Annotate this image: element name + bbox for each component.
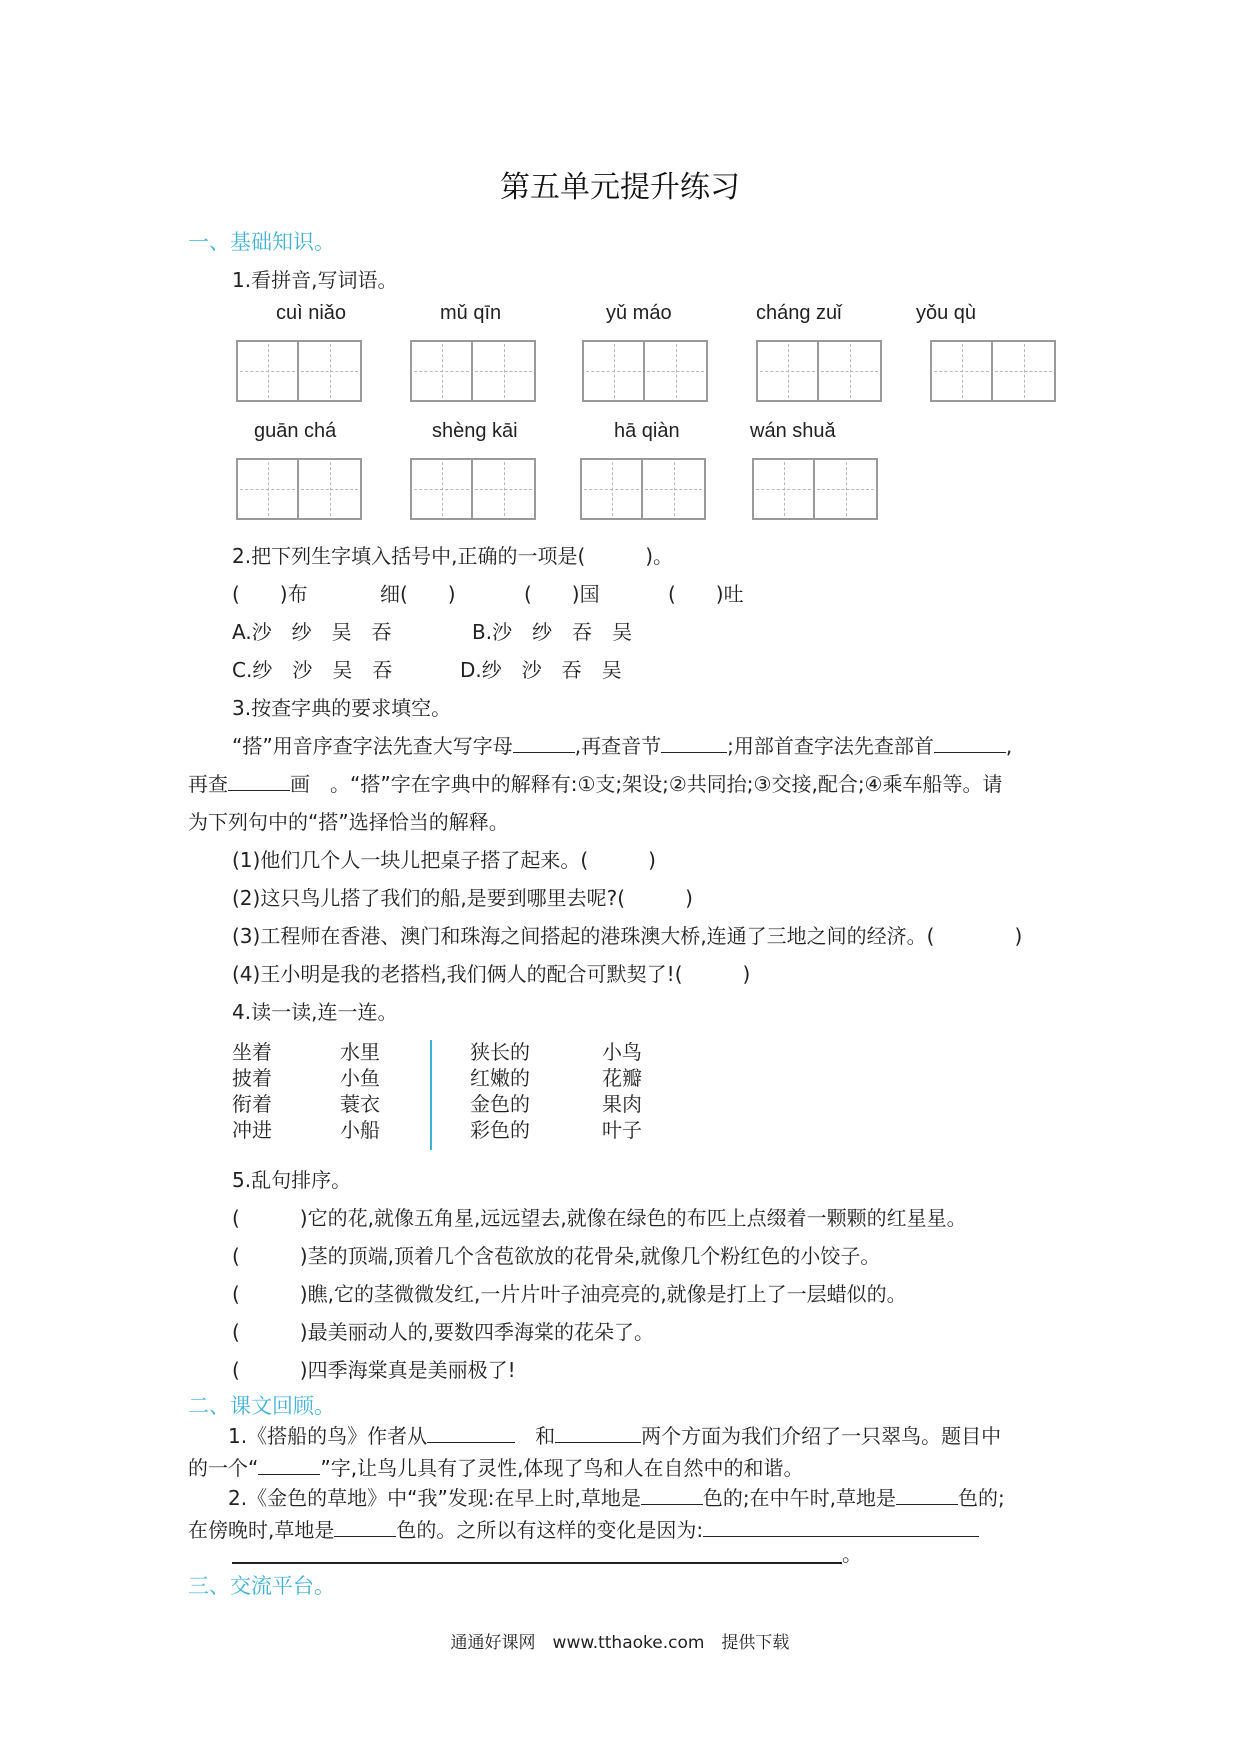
text-segment: ,: [1005, 734, 1013, 758]
question-3-sentence: (4)王小明是我的老搭档,我们俩人的配合可默契了!( ): [232, 962, 751, 986]
section-heading-basic: 一、基础知识。: [188, 230, 335, 254]
match-word-right[interactable]: 水里: [340, 1040, 380, 1064]
character-writing-box[interactable]: [236, 458, 362, 520]
match-word-right[interactable]: 蓑衣: [340, 1092, 380, 1116]
pinyin-label: shèng kāi: [432, 420, 518, 442]
text-segment: 2.《金色的草地》中“我”发现:在早上时,草地是: [228, 1486, 641, 1510]
answer-blank[interactable]: [661, 732, 727, 753]
ordering-item: ( )最美丽动人的,要数四季海棠的花朵了。: [232, 1320, 654, 1344]
character-writing-box[interactable]: [410, 340, 536, 402]
text-segment: ,再查音节: [574, 734, 662, 758]
match-word-left[interactable]: 红嫩的: [470, 1066, 530, 1090]
match-word-left[interactable]: 披着: [232, 1066, 272, 1090]
character-writing-box[interactable]: [580, 458, 706, 520]
text-segment: ;用部首查字法先查部首: [727, 734, 934, 758]
question-3-sentence: (1)他们几个人一块儿把桌子搭了起来。( ): [232, 848, 656, 872]
question-4-label: 4.读一读,连一连。: [232, 1000, 398, 1024]
question-3-sentence: (3)工程师在香港、澳门和珠海之间搭起的港珠澳大桥,连通了三地之间的经济。( ): [232, 924, 1023, 948]
question-3-paragraph-line1: [232, 730, 1012, 759]
answer-blank[interactable]: [334, 1516, 396, 1537]
text-segment: 和: [535, 1424, 556, 1448]
match-word-left[interactable]: 衔着: [232, 1092, 272, 1116]
pinyin-label: cuì niǎo: [276, 302, 347, 324]
match-word-left[interactable]: 金色的: [470, 1092, 530, 1116]
fill-blank-item: ( )国: [524, 582, 600, 606]
option-b[interactable]: B.沙 纱 吞 吴: [472, 620, 633, 644]
pinyin-label: mǔ qīn: [440, 302, 502, 324]
option-d[interactable]: D.纱 沙 吞 吴: [460, 658, 622, 682]
character-writing-box[interactable]: [410, 458, 536, 520]
question-3-sentence: (2)这只鸟儿搭了我们的船,是要到哪里去呢?( ): [232, 886, 693, 910]
section-heading-review: 二、课文回顾。: [188, 1394, 335, 1418]
option-a[interactable]: A.沙 纱 吴 吞: [232, 620, 392, 644]
question-5-label: 5.乱句排序。: [232, 1168, 352, 1192]
pinyin-label: yǔ máo: [606, 302, 672, 324]
match-word-right[interactable]: 小船: [340, 1118, 380, 1142]
review-2-line1: [228, 1482, 1005, 1511]
review-1-line2: [188, 1452, 803, 1481]
review-1-line1: [228, 1420, 1001, 1449]
question-2-label: 2.把下列生字填入括号中,正确的一项是( )。: [232, 544, 674, 568]
text-segment: 两个方面为我们介绍了一只翠鸟。题目中: [641, 1424, 1002, 1448]
section-heading-exchange: 三、交流平台。: [188, 1574, 335, 1598]
answer-blank[interactable]: [896, 1484, 958, 1505]
question-3-paragraph-line3: 为下列句中的“搭”选择恰当的解释。: [188, 810, 509, 834]
column-divider: [430, 1040, 432, 1150]
footer-credit: 通通好课网 www.tthaoke.com 提供下载: [450, 1633, 790, 1653]
option-c[interactable]: C.纱 沙 吴 吞: [232, 658, 393, 682]
match-word-left[interactable]: 彩色的: [470, 1118, 530, 1142]
fill-blank-item: 细( ): [380, 582, 456, 606]
match-word-left[interactable]: 坐着: [232, 1040, 272, 1064]
pinyin-label: hā qiàn: [614, 420, 680, 442]
question-1-label: 1.看拼音,写词语。: [232, 268, 398, 292]
question-3-paragraph-line2: [188, 768, 1003, 797]
match-word-right[interactable]: 花瓣: [602, 1066, 642, 1090]
ordering-item: ( )瞧,它的茎微微发红,一片片叶子油亮亮的,就像是打上了一层蜡似的。: [232, 1282, 907, 1306]
pinyin-label: guān chá: [254, 420, 337, 442]
text-segment: 画 。“搭”字在字典中的解释有:①支;架设;②共同抬;③交接,配合;④乘车船等。请: [290, 772, 1003, 796]
match-word-right[interactable]: 小鸟: [602, 1040, 642, 1064]
pinyin-label: wán shuǎ: [750, 420, 836, 442]
character-writing-box[interactable]: [236, 340, 362, 402]
text-segment: 色的。之所以有这样的变化是因为:: [396, 1518, 704, 1542]
answer-blank[interactable]: [513, 732, 575, 753]
text-segment: 色的;: [958, 1486, 1005, 1510]
text-segment: ”字,让鸟儿具有了灵性,体现了鸟和人在自然中的和谐。: [320, 1456, 804, 1480]
character-writing-box[interactable]: [752, 458, 878, 520]
pinyin-label: yǒu qù: [916, 302, 977, 324]
match-word-left[interactable]: 冲进: [232, 1118, 272, 1142]
answer-line[interactable]: [703, 1516, 979, 1537]
fill-blank-item: ( )布: [232, 582, 308, 606]
text-segment: 色的;在中午时,草地是: [702, 1486, 897, 1510]
fill-blank-item: ( )吐: [668, 582, 744, 606]
answer-blank[interactable]: [427, 1422, 515, 1443]
sentence-end-mark: 。: [842, 1542, 862, 1566]
character-writing-box[interactable]: [756, 340, 882, 402]
match-word-right[interactable]: 果肉: [602, 1092, 642, 1116]
character-writing-box[interactable]: [582, 340, 708, 402]
text-segment: 在傍晚时,草地是: [188, 1518, 335, 1542]
ordering-item: ( )四季海棠真是美丽极了!: [232, 1358, 516, 1382]
match-word-left[interactable]: 狭长的: [470, 1040, 530, 1064]
answer-line[interactable]: [232, 1562, 842, 1564]
pinyin-label: cháng zuǐ: [756, 302, 842, 324]
match-word-right[interactable]: 叶子: [602, 1118, 642, 1142]
answer-blank[interactable]: [641, 1484, 703, 1505]
question-3-label: 3.按查字典的要求填空。: [232, 696, 452, 720]
answer-blank[interactable]: [555, 1422, 641, 1443]
ordering-item: ( )它的花,就像五角星,远远望去,就像在绿色的布匹上点缀着一颗颗的红星星。: [232, 1206, 967, 1230]
answer-blank[interactable]: [934, 732, 1006, 753]
page-title: 第五单元提升练习: [500, 170, 740, 205]
text-segment: “搭”用音序查字法先查大写字母: [232, 734, 513, 758]
ordering-item: ( )茎的顶端,顶着几个含苞欲放的花骨朵,就像几个粉红色的小饺子。: [232, 1244, 881, 1268]
answer-blank[interactable]: [258, 1454, 320, 1475]
text-segment: 再查: [188, 772, 228, 796]
match-word-right[interactable]: 小鱼: [340, 1066, 380, 1090]
character-writing-box[interactable]: [930, 340, 1056, 402]
text-segment: 1.《搭船的鸟》作者从: [228, 1424, 428, 1448]
answer-blank[interactable]: [228, 770, 290, 791]
text-segment: 的一个“: [188, 1456, 259, 1480]
